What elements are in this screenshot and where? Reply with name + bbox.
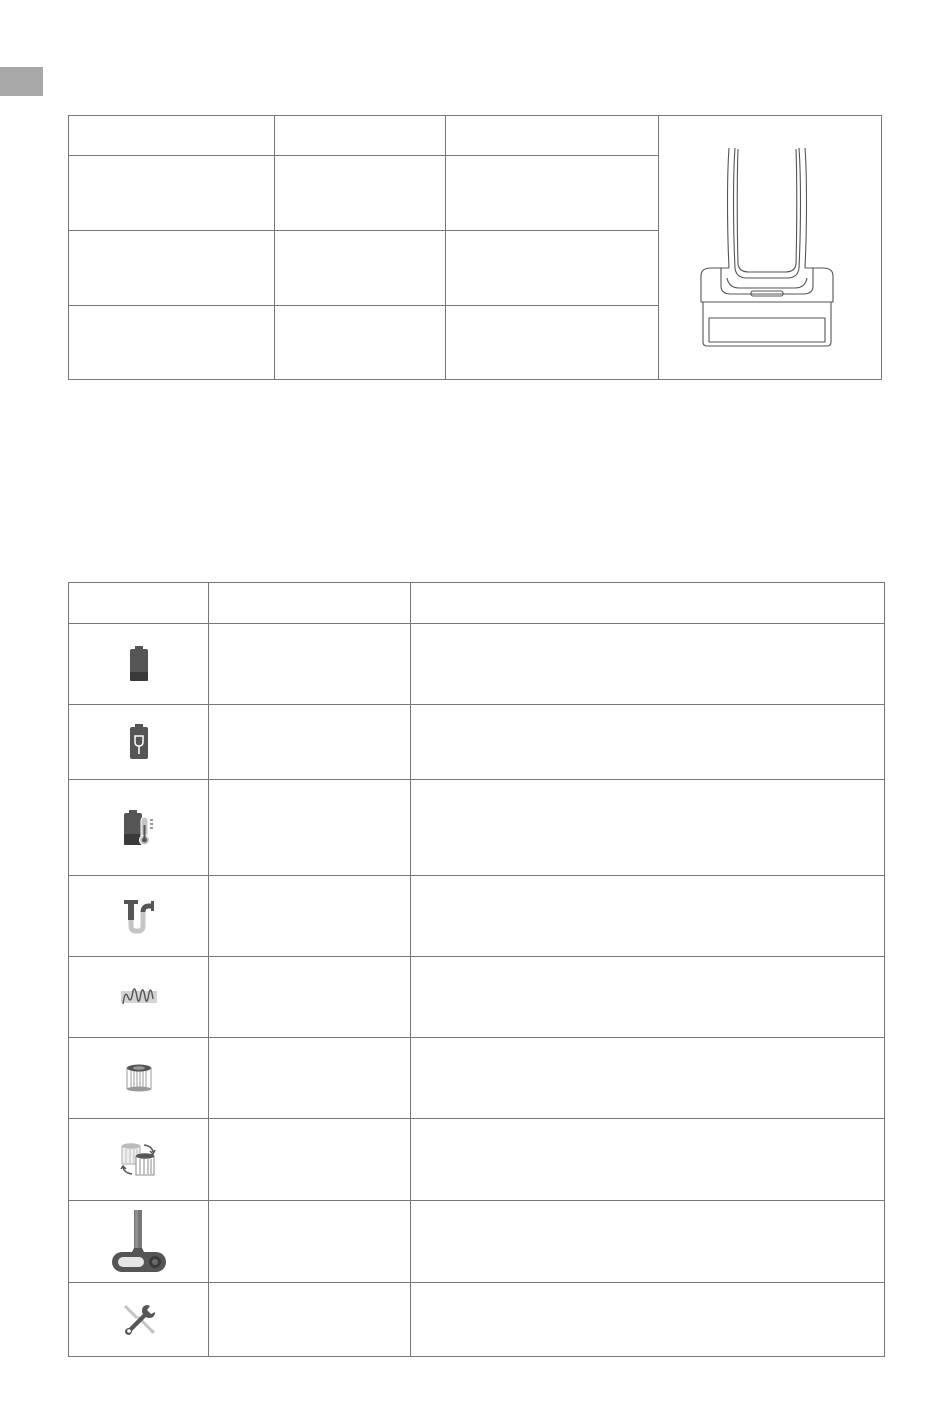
brush-roll-tangle-icon	[120, 987, 158, 1007]
table1-header-cell	[275, 116, 446, 156]
table2-desc-cell	[411, 957, 885, 1038]
table2-header-cell	[69, 583, 209, 624]
table2-desc-cell	[411, 705, 885, 780]
table2-icon-cell	[69, 705, 209, 780]
table2-name-cell	[209, 1038, 411, 1119]
table2-icon-cell	[69, 876, 209, 957]
table1-header-cell	[446, 116, 659, 156]
filter-icon	[124, 1063, 154, 1093]
table2-name-cell	[209, 780, 411, 876]
table1-cell	[69, 156, 275, 231]
docking-station-cell	[659, 116, 882, 380]
table2-name-cell	[209, 876, 411, 957]
battery-temperature-icon	[122, 809, 156, 847]
table2-icon-cell	[69, 1283, 209, 1357]
table1-cell	[446, 231, 659, 306]
table2-desc-cell	[411, 624, 885, 705]
table1-header-cell	[69, 116, 275, 156]
table1-cell	[275, 231, 446, 306]
floor-head-icon	[111, 1210, 167, 1274]
table2-header-cell	[411, 583, 885, 624]
table1-cell	[275, 306, 446, 380]
battery-charging-icon	[128, 724, 150, 760]
pipe-blockage-icon	[123, 898, 155, 934]
table2-icon-cell	[69, 1038, 209, 1119]
table1-cell	[69, 306, 275, 380]
table2-desc-cell	[411, 1201, 885, 1283]
table1-cell	[446, 156, 659, 231]
battery-low-icon	[128, 646, 150, 682]
replace-filter-icon	[120, 1142, 158, 1178]
table2-desc-cell	[411, 780, 885, 876]
table2-icon-cell	[69, 1201, 209, 1283]
table1-cell	[446, 306, 659, 380]
table2-name-cell	[209, 705, 411, 780]
table2-desc-cell	[411, 876, 885, 957]
table2-desc-cell	[411, 1038, 885, 1119]
table1-cell	[69, 231, 275, 306]
table2-name-cell	[209, 957, 411, 1038]
table2-desc-cell	[411, 1119, 885, 1201]
table2-header-cell	[209, 583, 411, 624]
indicator-table	[68, 582, 885, 1357]
status-table	[68, 115, 882, 380]
table2-name-cell	[209, 1119, 411, 1201]
table2-name-cell	[209, 1283, 411, 1357]
table2-icon-cell	[69, 780, 209, 876]
section-edge-tab	[0, 67, 43, 96]
table2-desc-cell	[411, 1283, 885, 1357]
docking-station-illustration	[659, 116, 880, 378]
table2-icon-cell	[69, 1119, 209, 1201]
table2-icon-cell	[69, 624, 209, 705]
table2-icon-cell	[69, 957, 209, 1038]
table1-cell	[275, 156, 446, 231]
table2-name-cell	[209, 1201, 411, 1283]
service-tools-icon	[121, 1302, 157, 1338]
table2-name-cell	[209, 624, 411, 705]
